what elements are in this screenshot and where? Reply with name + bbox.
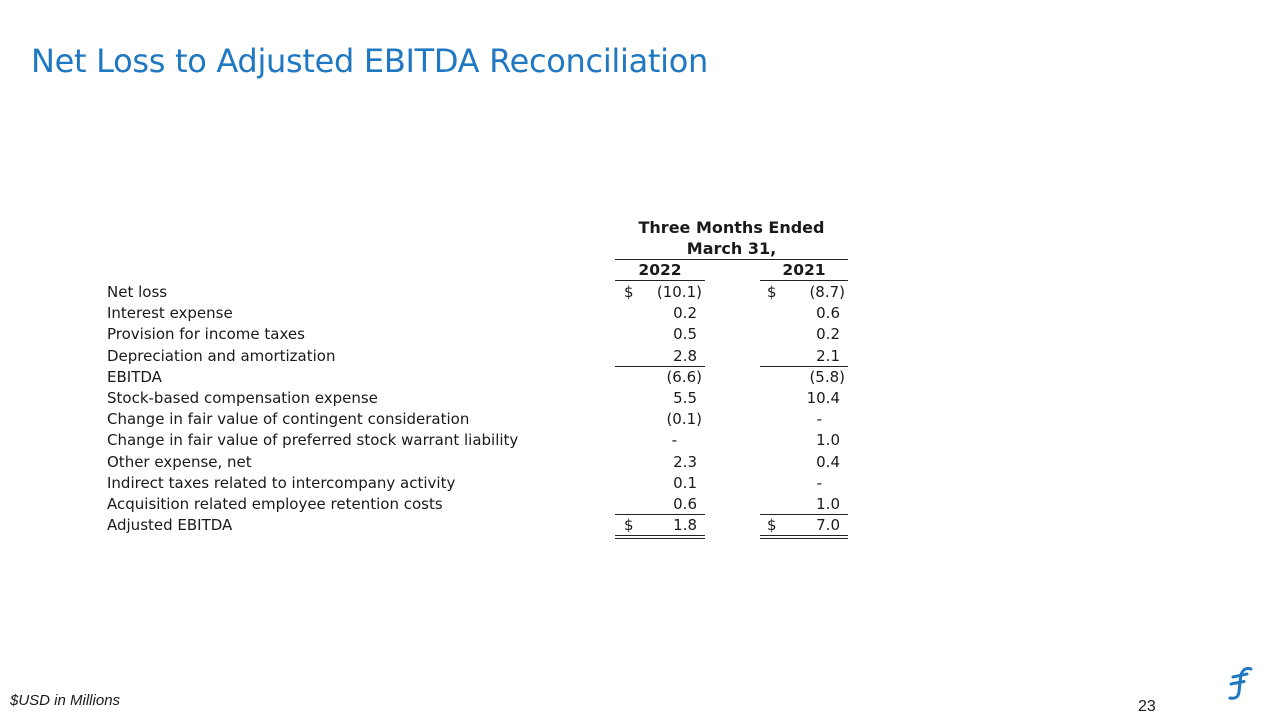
subtotal-rule xyxy=(615,514,705,515)
value-2022: 2.8 xyxy=(673,346,697,365)
subtotal-rule xyxy=(615,366,705,367)
row-label: Indirect taxes related to intercompany activity xyxy=(107,473,456,492)
value-2021: (8.7) xyxy=(809,283,845,301)
table-row xyxy=(0,323,1280,344)
table-row xyxy=(0,429,1280,450)
value-2022: 0.2 xyxy=(673,304,697,323)
slide-title: Net Loss to Adjusted EBITDA Reconciliation xyxy=(31,42,709,80)
subtotal-rule xyxy=(760,366,848,367)
value-2021: 0.6 xyxy=(816,304,840,323)
total-double-rule xyxy=(760,535,848,539)
row-label: Interest expense xyxy=(107,304,233,323)
row-label: Provision for income taxes xyxy=(107,325,305,344)
currency-symbol: $ xyxy=(767,283,777,301)
value-2022: 5.5 xyxy=(673,389,697,407)
value-2022: 0.5 xyxy=(673,325,697,344)
row-label: Depreciation and amortization xyxy=(107,346,336,365)
row-label: Adjusted EBITDA xyxy=(107,516,233,535)
table-row xyxy=(0,302,1280,323)
subtotal-rule xyxy=(760,514,848,515)
currency-symbol: $ xyxy=(624,283,634,301)
value-2021: - xyxy=(816,473,822,492)
table-row xyxy=(0,514,1280,535)
row-label: Other expense, net xyxy=(107,452,252,471)
table-row xyxy=(0,408,1280,429)
value-2022: (0.1) xyxy=(666,410,702,429)
table-row xyxy=(0,366,1280,387)
row-label: Change in fair value of contingent consideration xyxy=(107,410,470,429)
period-header: Three Months Ended xyxy=(638,218,825,237)
period-subheader: March 31, xyxy=(686,239,777,258)
value-2022: 2.3 xyxy=(673,452,697,471)
value-2022: - xyxy=(671,431,677,450)
value-2021: - xyxy=(816,410,822,429)
table-row xyxy=(0,345,1280,366)
total-double-rule xyxy=(615,535,705,539)
value-2021: 0.4 xyxy=(816,452,840,471)
table-row xyxy=(0,451,1280,472)
currency-symbol: $ xyxy=(767,516,777,535)
value-2021: 1.0 xyxy=(816,431,840,450)
value-2021: 10.4 xyxy=(806,389,840,407)
row-label: EBITDA xyxy=(107,367,162,386)
column-header-2022: 2022 xyxy=(638,261,682,279)
units-footnote: $USD in Millions xyxy=(10,692,121,709)
page-number: 23 xyxy=(1138,698,1156,715)
row-label: Net loss xyxy=(107,283,168,301)
row-label: Stock-based compensation expense xyxy=(107,389,378,407)
column-header-2021: 2021 xyxy=(782,261,826,279)
row-label: Acquisition related employee retention costs xyxy=(107,495,443,513)
header-rule xyxy=(615,259,848,260)
value-2021: (5.8) xyxy=(809,367,845,386)
value-2022: 1.8 xyxy=(673,516,697,535)
brand-logo-icon xyxy=(1225,665,1255,701)
value-2021: 7.0 xyxy=(816,516,840,535)
value-2022: (6.6) xyxy=(666,367,702,386)
row-label: Change in fair value of preferred stock warrant liability xyxy=(107,431,519,450)
value-2022: 0.1 xyxy=(673,473,697,492)
value-2021: 0.2 xyxy=(816,325,840,344)
table-row xyxy=(0,387,1280,408)
table-row xyxy=(0,472,1280,493)
currency-symbol: $ xyxy=(624,516,634,535)
value-2022: 0.6 xyxy=(673,495,697,513)
value-2021: 1.0 xyxy=(816,495,840,513)
value-2022: (10.1) xyxy=(656,283,702,301)
value-2021: 2.1 xyxy=(816,346,840,365)
table-row xyxy=(0,281,1280,302)
table-row xyxy=(0,493,1280,514)
